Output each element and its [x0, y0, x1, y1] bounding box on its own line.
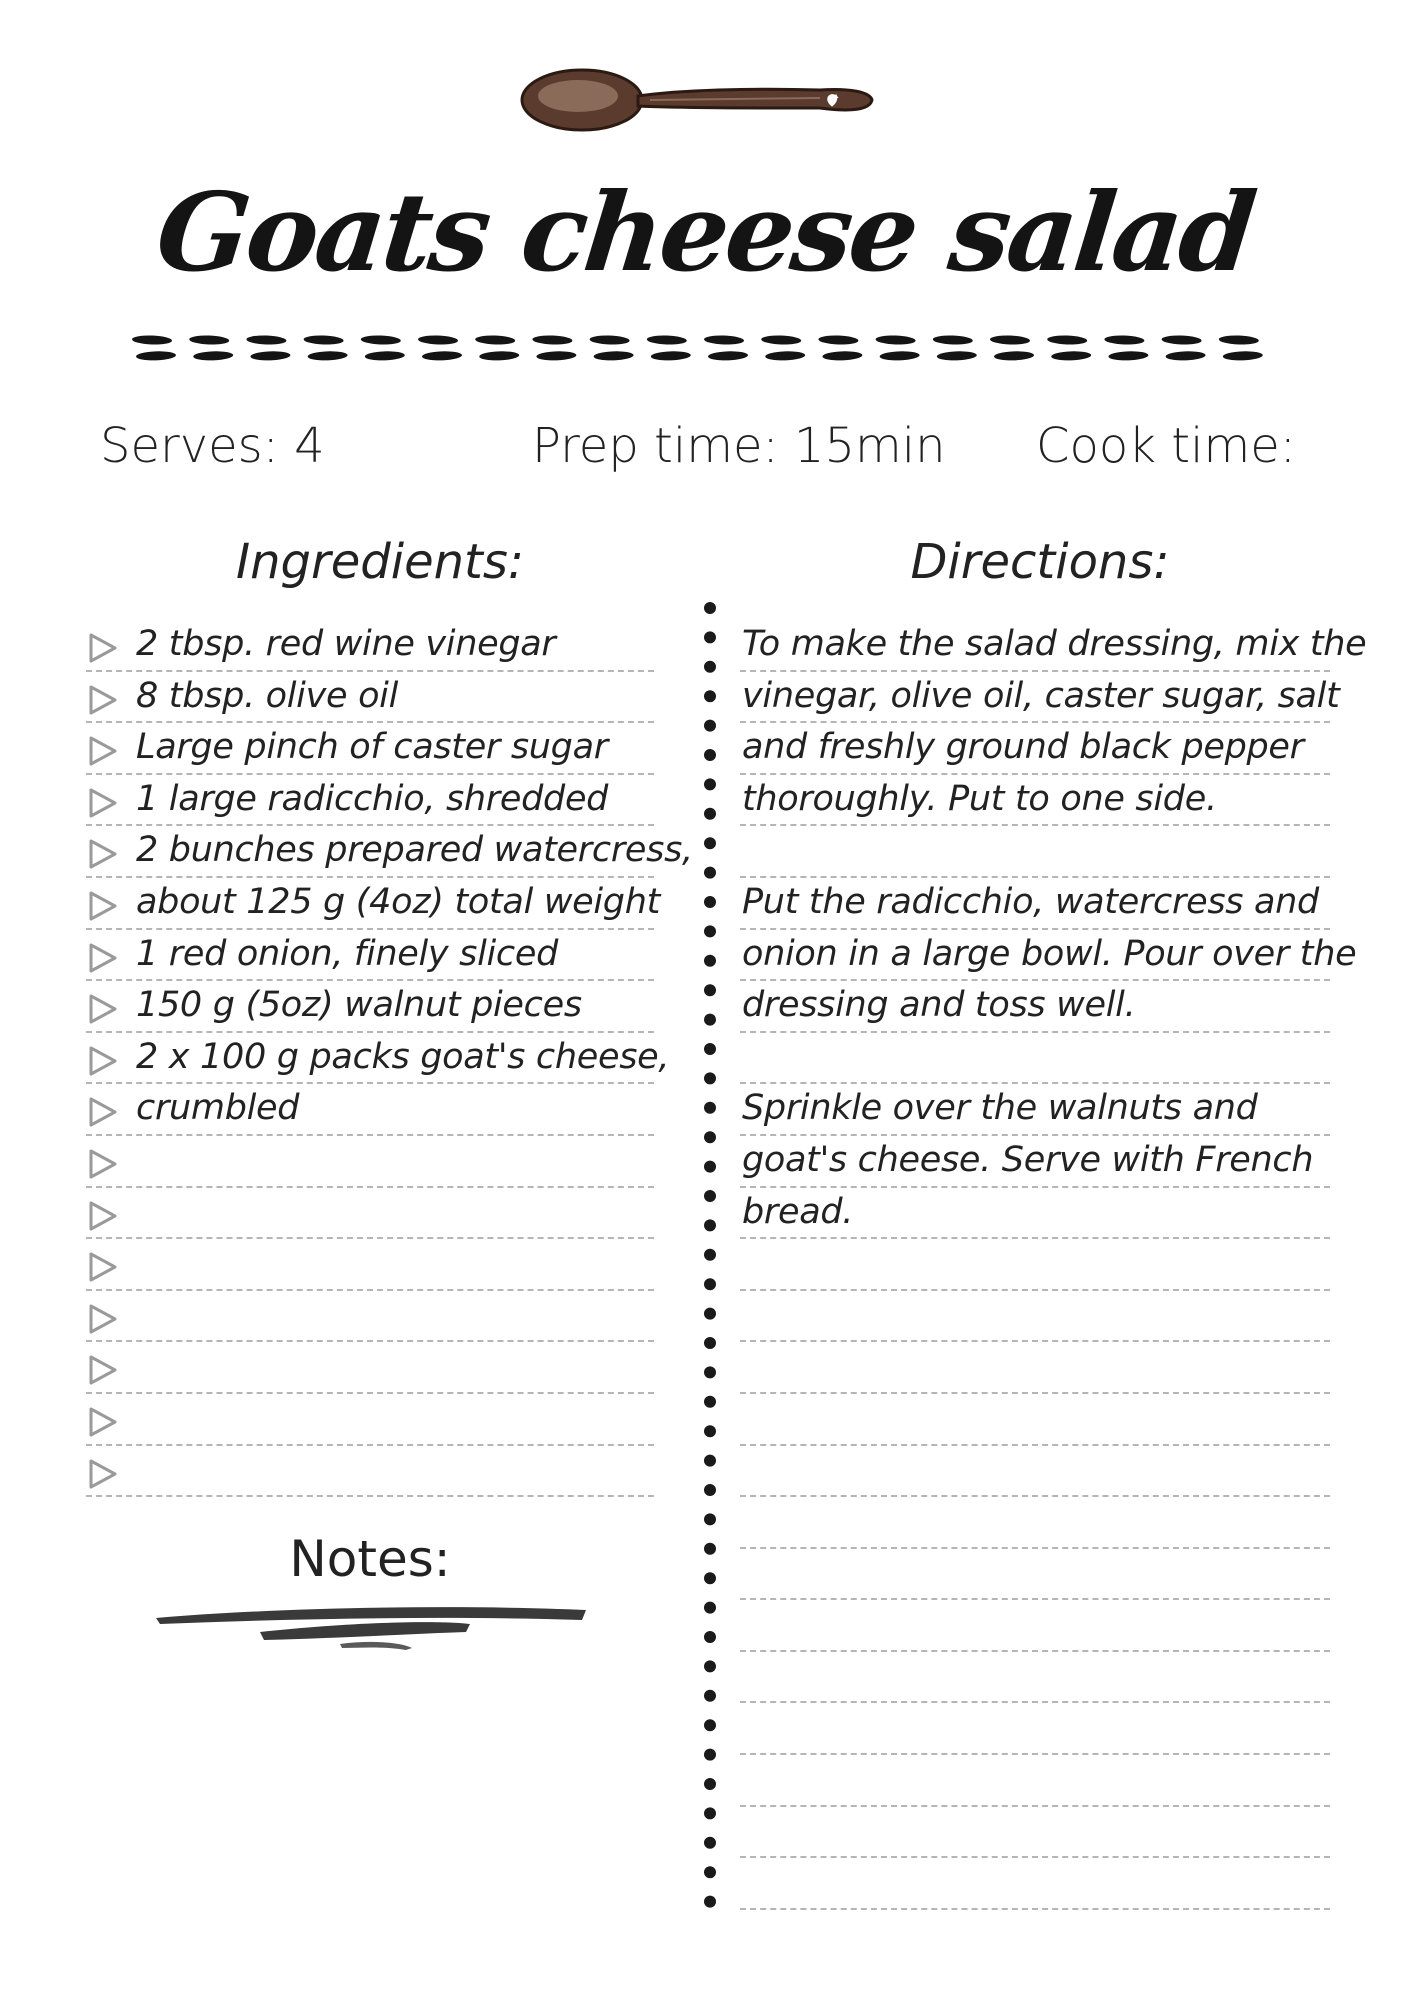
serves-label: Serves: 4 — [100, 418, 325, 474]
direction-line — [740, 1394, 1330, 1446]
divider-dot — [704, 1749, 716, 1761]
direction-line — [740, 1136, 1330, 1188]
triangle-outline-icon — [88, 838, 118, 870]
ingredient-row — [86, 1188, 654, 1240]
ingredient-row — [86, 1446, 654, 1498]
dash-mark — [875, 335, 915, 345]
directions-heading: Directions: — [910, 534, 1170, 590]
notes-heading: Notes: — [289, 1530, 451, 1588]
triangle-outline-icon — [88, 1200, 118, 1232]
ingredient-row — [86, 1239, 654, 1291]
dash-mark — [307, 351, 347, 361]
triangle-outline-icon — [88, 1354, 118, 1386]
dash-mark — [479, 351, 519, 361]
dash-mark — [536, 351, 576, 361]
ingredient-row — [86, 723, 654, 775]
ingredients-list — [86, 620, 693, 1497]
dash-mark — [708, 351, 748, 361]
dash-mark — [136, 351, 176, 361]
direction-line — [740, 1600, 1330, 1652]
direction-text: bread. — [742, 1191, 854, 1232]
divider-dot — [704, 1249, 716, 1261]
dash-mark — [418, 335, 458, 345]
direction-line — [740, 1703, 1330, 1755]
direction-text: Sprinkle over the walnuts and — [742, 1088, 1258, 1129]
dash-mark — [250, 351, 290, 361]
ingredient-row — [86, 672, 654, 724]
direction-line — [740, 1497, 1330, 1549]
dash-mark — [765, 351, 805, 361]
dash-mark — [193, 351, 233, 361]
ingredient-row — [86, 1291, 654, 1343]
direction-line — [740, 1446, 1330, 1498]
direction-line — [740, 1652, 1330, 1704]
dash-mark — [818, 335, 858, 345]
direction-text: dressing and toss well. — [742, 985, 1136, 1026]
ingredient-text: crumbled — [136, 1088, 300, 1129]
direction-line — [740, 981, 1330, 1033]
divider-dot — [704, 1543, 716, 1555]
divider-dot — [704, 1014, 716, 1026]
direction-line — [740, 672, 1340, 724]
ingredient-row — [86, 826, 693, 878]
divider-dot — [704, 1161, 716, 1173]
direction-line — [740, 775, 1330, 827]
dash-mark — [937, 351, 977, 361]
triangle-outline-icon — [88, 787, 118, 819]
direction-line — [740, 620, 1367, 672]
direction-line — [740, 1807, 1330, 1859]
direction-line — [740, 1342, 1330, 1394]
divider-dot — [704, 602, 716, 614]
divider-dot — [704, 1425, 716, 1437]
dash-mark — [1161, 335, 1201, 345]
dash-mark — [246, 335, 286, 345]
ingredient-row — [86, 775, 654, 827]
divider-dot — [704, 984, 716, 996]
dash-mark — [933, 335, 973, 345]
divider-dot — [704, 720, 716, 732]
dash-mark — [879, 351, 919, 361]
ingredient-row — [86, 878, 661, 930]
divider-dot — [704, 1866, 716, 1878]
dash-mark — [532, 335, 572, 345]
dash-mark — [1219, 335, 1259, 345]
ingredient-text: about 125 g (4oz) total weight — [136, 881, 661, 922]
dash-mark — [1051, 351, 1091, 361]
direction-line — [740, 1755, 1330, 1807]
direction-text: To make the salad dressing, mix the — [742, 624, 1367, 664]
ingredient-row — [86, 981, 654, 1033]
direction-text: thoroughly. Put to one side. — [742, 778, 1217, 819]
dash-mark — [990, 335, 1030, 345]
divider-dot — [704, 1572, 716, 1584]
ingredient-row — [86, 1084, 654, 1136]
divider-dot — [704, 955, 716, 967]
ingredient-text: 2 tbsp. red wine vinegar — [136, 624, 556, 664]
dash-mark — [1108, 351, 1148, 361]
dash-mark — [651, 351, 691, 361]
divider-dot — [704, 925, 716, 937]
divider-dot — [704, 837, 716, 849]
direction-line — [740, 1549, 1330, 1601]
divider-dot — [704, 1043, 716, 1055]
divider-dot — [704, 896, 716, 908]
triangle-outline-icon — [88, 1045, 118, 1077]
divider-dot — [704, 1660, 716, 1672]
divider-dot — [704, 867, 716, 879]
ingredient-text: Large pinch of caster sugar — [136, 727, 608, 768]
divider-dot — [704, 1366, 716, 1378]
ingredient-text: 1 large radicchio, shredded — [136, 778, 609, 819]
divider-dot — [704, 690, 716, 702]
divider-dot — [704, 808, 716, 820]
divider-dot — [704, 1396, 716, 1408]
triangle-outline-icon — [88, 1458, 118, 1490]
recipe-title: Goats cheese salad — [151, 170, 1259, 296]
divider-dot — [704, 1072, 716, 1084]
divider-dot — [704, 749, 716, 761]
dash-mark — [822, 351, 862, 361]
direction-line — [740, 1188, 1330, 1240]
triangle-outline-icon — [88, 1251, 118, 1283]
ingredient-text: 2 bunches prepared watercress, — [136, 830, 693, 871]
direction-line — [740, 1239, 1330, 1291]
divider-dot — [704, 661, 716, 673]
divider-dot — [704, 1455, 716, 1467]
divider-dot — [704, 1896, 716, 1908]
divider-dot — [704, 1602, 716, 1614]
direction-line — [740, 1291, 1330, 1343]
ingredient-row — [86, 930, 654, 982]
direction-line — [740, 723, 1330, 775]
divider-dot — [704, 1484, 716, 1496]
direction-text: goat's cheese. Serve with French — [742, 1139, 1314, 1180]
dash-mark — [1047, 335, 1087, 345]
direction-text: Put the radicchio, watercress and — [742, 881, 1319, 922]
decorative-dash-divider — [130, 328, 1280, 368]
ingredient-row — [86, 1033, 670, 1085]
divider-dot — [704, 1337, 716, 1349]
divider-dot — [704, 1131, 716, 1143]
direction-line — [740, 1033, 1330, 1085]
ingredient-row — [86, 1342, 654, 1394]
direction-line — [740, 878, 1330, 930]
divider-dot — [704, 1690, 716, 1702]
dash-mark — [704, 335, 744, 345]
divider-dot — [704, 1837, 716, 1849]
dash-mark — [593, 351, 633, 361]
divider-dot — [704, 1719, 716, 1731]
dash-mark — [1223, 351, 1263, 361]
divider-dot — [704, 1807, 716, 1819]
direction-text: onion in a large bowl. Pour over the — [742, 933, 1357, 974]
ingredient-row — [86, 620, 654, 672]
divider-dot — [704, 778, 716, 790]
prep-time-label: Prep time: 15min — [532, 418, 946, 474]
dash-mark — [647, 335, 687, 345]
ingredient-row — [86, 1394, 654, 1446]
dash-mark — [475, 335, 515, 345]
direction-line — [740, 1858, 1330, 1910]
dash-mark — [132, 335, 172, 345]
direction-line — [740, 826, 1330, 878]
direction-line — [740, 930, 1357, 982]
triangle-outline-icon — [88, 993, 118, 1025]
ingredient-text: 150 g (5oz) walnut pieces — [136, 985, 582, 1026]
dash-mark — [422, 351, 462, 361]
ingredient-text: 1 red onion, finely sliced — [136, 933, 559, 974]
triangle-outline-icon — [88, 632, 118, 664]
cook-time-label: Cook time: — [1036, 418, 1296, 474]
ingredients-heading: Ingredients: — [235, 534, 525, 590]
divider-dot — [704, 1219, 716, 1231]
dash-mark — [189, 335, 229, 345]
dash-mark — [761, 335, 801, 345]
triangle-outline-icon — [88, 1303, 118, 1335]
dash-mark — [1165, 351, 1205, 361]
brush-stroke-underline — [150, 1596, 590, 1666]
dash-mark — [589, 335, 629, 345]
ingredient-row — [86, 1136, 654, 1188]
divider-dot — [704, 1308, 716, 1320]
divider-dot — [704, 1778, 716, 1790]
triangle-outline-icon — [88, 735, 118, 767]
dash-mark — [1104, 335, 1144, 345]
column-dot-divider — [700, 600, 720, 1910]
divider-dot — [704, 1278, 716, 1290]
triangle-outline-icon — [88, 1406, 118, 1438]
direction-line — [740, 1084, 1330, 1136]
directions-list — [740, 620, 1367, 1910]
triangle-outline-icon — [88, 942, 118, 974]
dash-mark — [361, 335, 401, 345]
triangle-outline-icon — [88, 890, 118, 922]
spoon-icon — [520, 52, 880, 142]
divider-dot — [704, 1631, 716, 1643]
dash-mark — [365, 351, 405, 361]
triangle-outline-icon — [88, 1148, 118, 1180]
dash-mark — [303, 335, 343, 345]
divider-dot — [704, 1190, 716, 1202]
ingredient-text: 2 x 100 g packs goat's cheese, — [136, 1036, 670, 1077]
triangle-outline-icon — [88, 1096, 118, 1128]
triangle-outline-icon — [88, 684, 118, 716]
divider-dot — [704, 1102, 716, 1114]
dash-mark — [994, 351, 1034, 361]
ingredient-text: 8 tbsp. olive oil — [136, 675, 399, 716]
divider-dot — [704, 1513, 716, 1525]
direction-text: and freshly ground black pepper — [742, 727, 1304, 768]
direction-text: vinegar, olive oil, caster sugar, salt — [742, 675, 1340, 716]
divider-dot — [704, 631, 716, 643]
